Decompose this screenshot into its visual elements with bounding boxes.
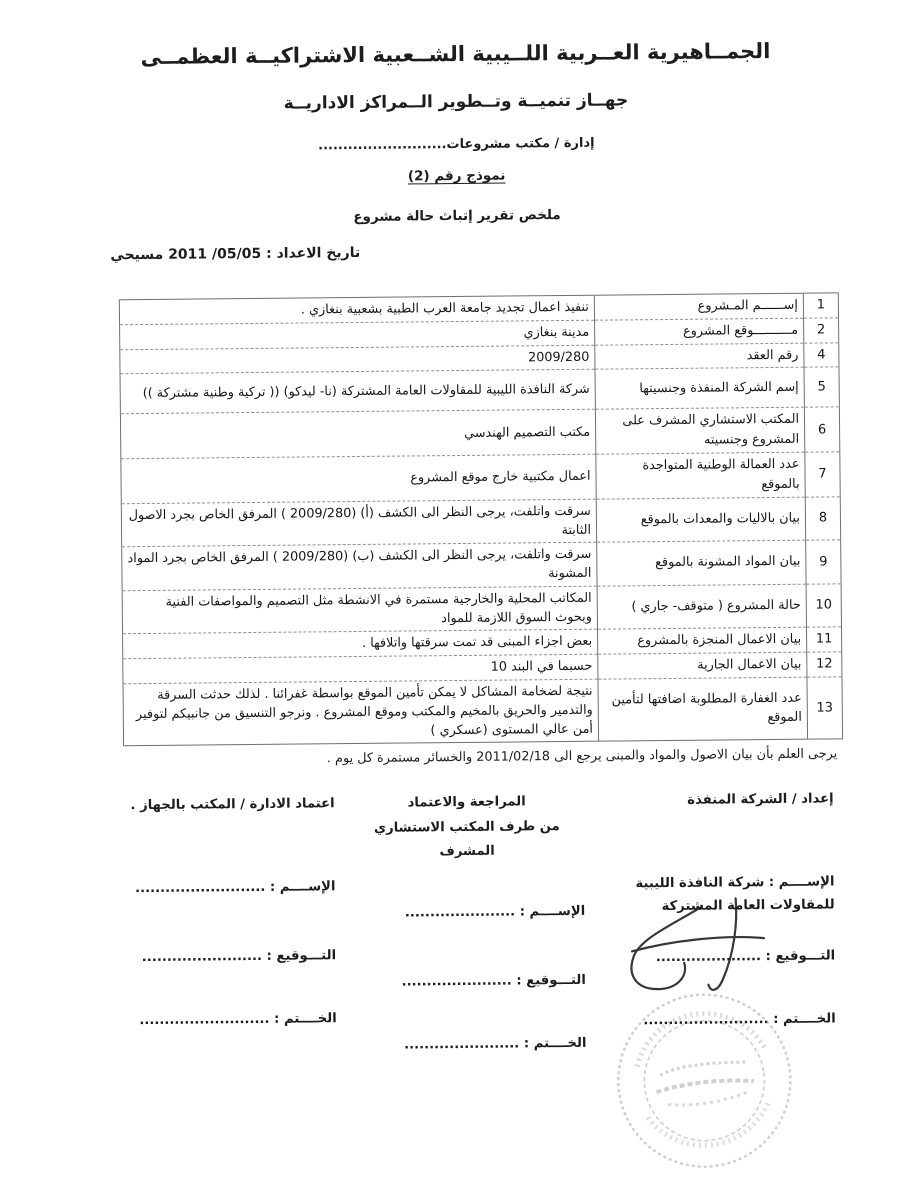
department-line: إدارة / مكتب مشروعات.......................... xyxy=(318,135,595,154)
row-label-cell: بيان الاعمال المنجزة بالمشروع xyxy=(598,627,807,654)
row-label-cell: المكتب الاستشاري المشرف على المشروع وجنسيته xyxy=(595,408,804,455)
row-label-cell: عدد العمالة الوطنية المتواجدة بالموقع xyxy=(596,452,805,499)
row-number-cell: 6 xyxy=(804,407,839,452)
row-number-cell: 9 xyxy=(806,540,841,584)
signature-column-consultant xyxy=(349,790,586,1054)
signature-line: التـــوقيع : ...................... xyxy=(401,973,586,990)
stamp-line: الخــــتم : .......................... xyxy=(139,1011,337,1029)
column-header-line1: اعتماد الادارة / المكتب بالجهاز . xyxy=(130,796,335,814)
report-title: ملخص تقرير إتباث حالة مشروع xyxy=(353,207,561,226)
signature-line: التـــوقيع : ..................... xyxy=(655,948,836,966)
row-number-cell: 12 xyxy=(807,652,842,677)
column-header xyxy=(599,788,834,836)
company-stamp xyxy=(598,974,811,1187)
document-header xyxy=(0,0,916,228)
row-number-cell: 2 xyxy=(804,318,839,343)
row-number-cell: 13 xyxy=(807,676,843,739)
row-label-cell: بيان الاعمال الجارية xyxy=(598,652,807,679)
row-value-cell: نتيجة لضخامة المشاكل لا يمكن تأمين الموقع بواسطة غفرائنا . لذلك حدثت السرقة والتدمير والحريق بالمخيم والمكتب وموقع المشروع . ونرجو التنسيق من جانبيكم لتوفير أمن عالي المستوى (عسكري ) xyxy=(123,679,599,746)
column-header-line2: من طرف المكتب الاستشاري المشرف xyxy=(373,818,560,860)
stamp-line: الخــــتم : ......................... xyxy=(643,1011,836,1029)
stamp-line: الخــــتم : ....................... xyxy=(403,1036,587,1053)
row-value-cell: سرقت واتلفت، يرجى النظر الى الكشف (ب) (2009/280 ) المرفق الخاص بجرد المواد المشونة xyxy=(122,542,597,590)
row-label-cell: رقم العقد xyxy=(595,343,804,370)
signature-line: التـــوقيع : ........................ xyxy=(141,948,337,966)
row-value-cell: مدينة بنغازي xyxy=(120,320,595,349)
row-label-cell: عدد الغفارة المطلوبة اضافتها لتأمين الموقع xyxy=(598,677,808,742)
row-value-cell: 2009/280 xyxy=(120,345,595,374)
table-row xyxy=(123,676,843,745)
table-row xyxy=(120,367,839,414)
row-value-cell: شركة النافذة الليبية للمقاولات العامة المشتركة (نا- ليدكو) (( تركية وطنية مشتركة )) xyxy=(120,370,595,415)
agency-title: جهــاز تنميــة وتــطوير الــمراكز الاداريــة xyxy=(283,90,629,114)
signature-column-administration xyxy=(100,792,337,1056)
row-number-cell: 1 xyxy=(803,293,838,318)
signature-section xyxy=(4,787,918,1057)
name-line: الإســــم : .......................... xyxy=(135,879,336,897)
signature-column-contractor xyxy=(599,788,836,1052)
form-number-text: نموذج رقم (2) xyxy=(407,167,506,185)
row-label-cell: مــــــــــوقع المشروع xyxy=(595,318,804,345)
row-label-cell: إســــــم المـشروع xyxy=(594,293,803,320)
column-header-line1: إعداد / الشركة المنفذة xyxy=(687,791,834,808)
row-value-cell: مكتب التصميم الهندسي xyxy=(120,410,595,459)
row-value-cell: حسبما في البند 10 xyxy=(123,654,598,683)
project-status-table xyxy=(119,292,843,746)
table-row xyxy=(120,407,839,459)
row-label-cell: بيان المواد المشونة بالموقع xyxy=(597,540,806,585)
name-line: الإســــم : شركة النافذة الليبية للمقاولات العامة المشتركة xyxy=(635,874,835,914)
row-value-cell: بعض اجزاء المبنى قد تمت سرقتها واتلافها . xyxy=(123,629,598,658)
row-number-cell: 4 xyxy=(804,343,839,368)
row-number-cell: 8 xyxy=(805,497,840,541)
row-value-cell: سرقت واتلفت، يرجى النظر الى الكشف (أ) (2009/280 ) المرفق الخاص بجرد الاصول الثابتة xyxy=(121,499,596,547)
column-header xyxy=(349,790,585,866)
row-label-cell: إسم الشركة المنفذة وجنسيتها xyxy=(595,368,804,410)
table-row xyxy=(122,540,841,590)
column-header xyxy=(100,792,335,840)
name-line: الإســــم : ...................... xyxy=(404,904,586,921)
table-row xyxy=(121,497,840,547)
country-title: الجمــاهيرية العــربية اللــيبية الشــعبية الاشتراكيــة العظمــى xyxy=(140,38,771,70)
preparation-date: تاريخ الاعداد : 05/05/ 2011 مسيحي xyxy=(110,244,361,264)
row-number-cell: 10 xyxy=(806,583,841,627)
footer-note: يرجى العلم بأن بيان الاصول والمواد والمبنى يرجع الى 2011/02/18 والخسائر مستمرة كل يوم . xyxy=(326,746,838,767)
row-number-cell: 7 xyxy=(805,452,840,497)
table-row xyxy=(121,452,840,504)
table-row xyxy=(122,583,841,633)
row-label-cell: حالة المشروع ( متوقف- جاري ) xyxy=(597,584,806,629)
row-value-cell: تنفيذ اعمال تجديد جامعة العرب الطبية بشعبية بنغازي . xyxy=(119,295,594,324)
form-number xyxy=(0,164,916,189)
row-number-cell: 5 xyxy=(804,367,839,407)
column-header-line1: المراجعة والاعتماد xyxy=(407,794,526,811)
row-label-cell: بيان بالاليات والمعدات بالموقع xyxy=(596,497,805,542)
row-value-cell: المكاتب المحلية والخارجية مستمرة في الانشطة مثل التصميم والمواصفات الفنية وبحوث السوق اللازمة للمواد xyxy=(122,586,597,634)
row-number-cell: 11 xyxy=(806,627,841,652)
row-value-cell: اعمال مكتبية خارج موقع المشروع xyxy=(121,454,596,503)
